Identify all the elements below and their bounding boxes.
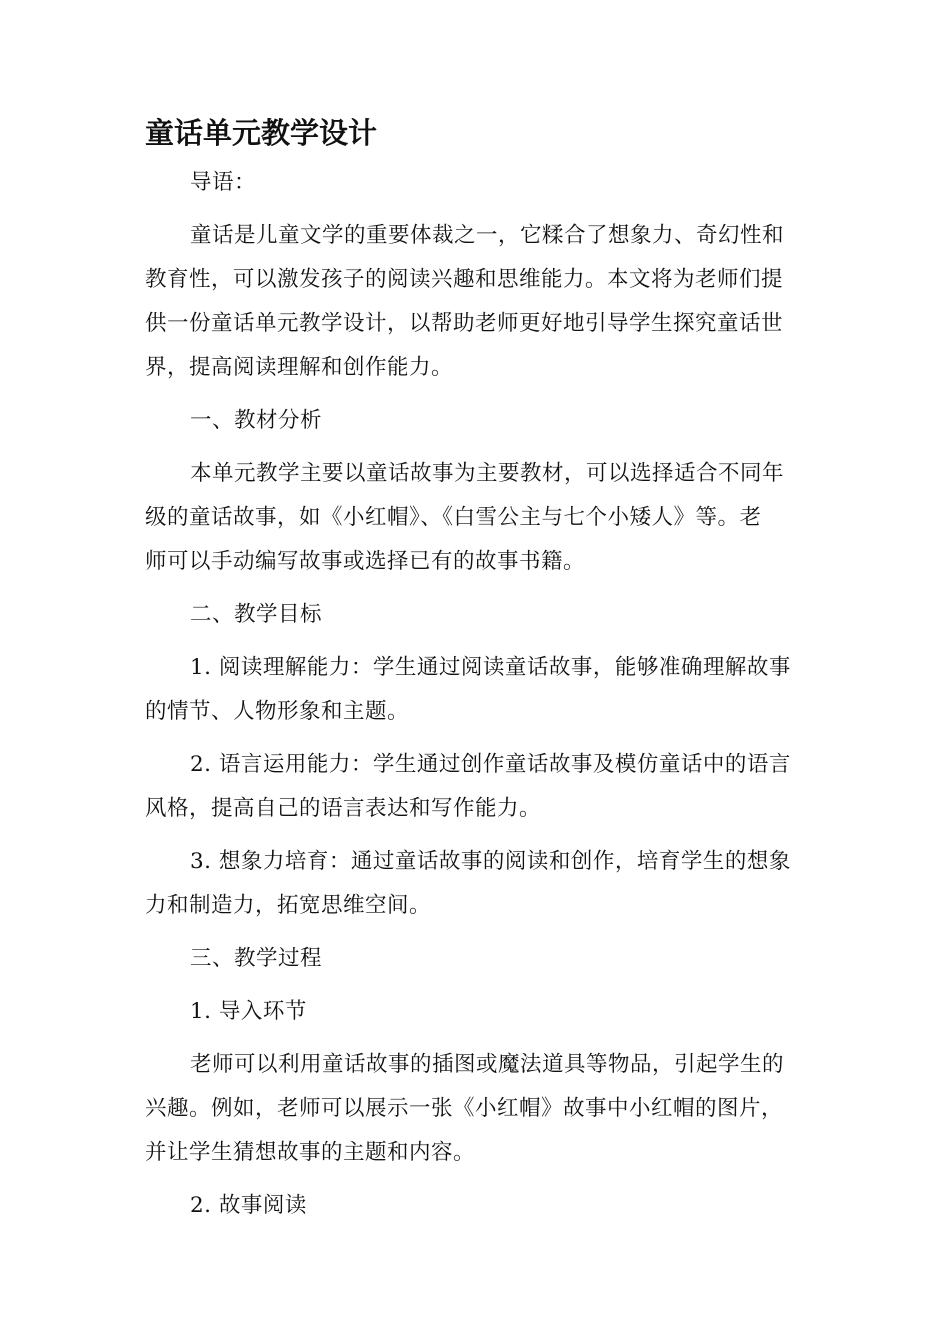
subsection-heading: 2. 故事阅读	[190, 1193, 307, 1218]
list-item-line: 2. 语言运用能力：学生通过创作童话故事及模仿童话中的语言	[190, 752, 791, 777]
section-heading: 二、教学目标	[190, 602, 323, 627]
paragraph-line: 童话是儿童文学的重要体裁之一，它糅合了想象力、奇幻性和	[190, 223, 785, 248]
list-item-line: 力和制造力，拓宽思维空间。	[145, 893, 432, 918]
list-item-line: 3. 想象力培育：通过童话故事的阅读和创作，培育学生的想象	[190, 849, 791, 874]
section-heading: 一、教材分析	[190, 408, 323, 433]
document-title: 童话单元教学设计	[145, 116, 378, 150]
list-item-line: 的情节、人物形象和主题。	[145, 699, 410, 724]
paragraph-line: 界，提高阅读理解和创作能力。	[145, 355, 454, 380]
paragraph-line: 师可以手动编写故事或选择已有的故事书籍。	[145, 549, 586, 574]
paragraph-line: 老师可以利用童话故事的插图或魔法道具等物品，引起学生的	[190, 1052, 785, 1077]
list-item-line: 1. 阅读理解能力：学生通过阅读童话故事，能够准确理解故事	[190, 655, 791, 680]
intro-label: 导语：	[190, 170, 257, 195]
section-heading: 三、教学过程	[190, 946, 323, 971]
list-item-line: 风格，提高自己的语言表达和写作能力。	[145, 796, 542, 821]
paragraph-line: 教育性，可以激发孩子的阅读兴趣和思维能力。本文将为老师们提	[145, 267, 784, 292]
paragraph-line: 兴趣。例如，老师可以展示一张《小红帽》故事中小红帽的图片，	[145, 1096, 784, 1121]
paragraph-line: 并让学生猜想故事的主题和内容。	[145, 1140, 476, 1165]
subsection-heading: 1. 导入环节	[190, 999, 307, 1024]
paragraph-line: 本单元教学主要以童话故事为主要教材，可以选择适合不同年	[190, 461, 785, 486]
paragraph-line: 供一份童话单元教学设计，以帮助老师更好地引导学生探究童话世	[145, 311, 784, 336]
paragraph-line: 级的童话故事，如《小红帽》、《白雪公主与七个小矮人》等。老	[145, 505, 762, 530]
